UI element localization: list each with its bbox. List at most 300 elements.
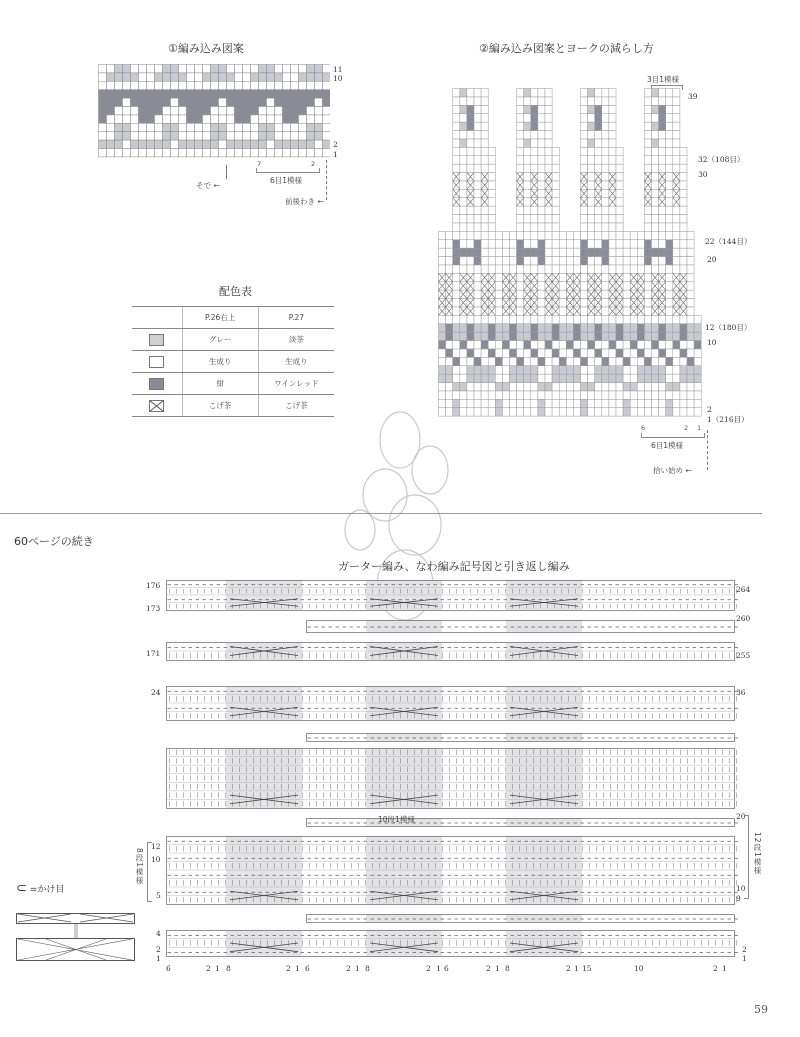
chart2-cell (659, 139, 666, 147)
chart2-cell (517, 332, 524, 340)
chart2-cell (474, 164, 481, 172)
chart2-cell (531, 114, 538, 122)
chart2-cell (623, 408, 630, 416)
chart2-cell (588, 332, 595, 340)
chart2-cell (481, 315, 488, 323)
chart2-cell (488, 173, 495, 181)
chart2-cell (474, 366, 481, 374)
chart2-cell (488, 181, 495, 189)
chart2-cell (680, 223, 687, 231)
chart2-cell (687, 399, 694, 407)
chart2-cell (460, 198, 467, 206)
chart1-cell (243, 65, 251, 73)
chart2-cell (673, 341, 680, 349)
chart2-cell (566, 374, 573, 382)
chart1-cell (123, 123, 131, 131)
chart1-cell (219, 81, 227, 89)
chart2-cell (481, 383, 488, 391)
chart2-cell (517, 341, 524, 349)
chart2-cell (573, 349, 580, 357)
chart2-cell (687, 391, 694, 399)
chart1-cell (323, 115, 331, 123)
chart2-cell (581, 383, 588, 391)
c2-stitch-6: 6 (641, 424, 646, 432)
chart2-cell (531, 366, 538, 374)
c1-arrow-left: そで ← (196, 181, 220, 190)
chart2-cell (439, 265, 446, 273)
chart2-cell (517, 290, 524, 298)
chart1-cell (259, 65, 267, 73)
chart2-cell (616, 257, 623, 265)
chart3-title: ガーター編み、なわ編み記号図と引き返し編み (338, 560, 570, 573)
chart2-cell (531, 231, 538, 239)
chart2-cell (666, 282, 673, 290)
chart2-cell (659, 156, 666, 164)
chart2-cell (616, 366, 623, 374)
chart2-cell (517, 97, 524, 105)
chart2-cell (581, 290, 588, 298)
chart1-cell (251, 149, 259, 157)
chart2-cell (538, 131, 545, 139)
chart2-cell (602, 290, 609, 298)
chart2-cell (545, 341, 552, 349)
chart1-cell (251, 65, 259, 73)
chart1-cell (99, 123, 107, 131)
chart2-cell (545, 105, 552, 113)
chart1-cell (283, 123, 291, 131)
chart2-cell (602, 164, 609, 172)
chart1-cell (243, 98, 251, 106)
chart2-cell (616, 156, 623, 164)
chart1-cell (131, 81, 139, 89)
chart2-cell (659, 408, 666, 416)
c1-repeat-label: 6目1模様 (270, 176, 303, 185)
chart2-cell (694, 357, 701, 365)
kake-legend-text: =かけ目 (29, 885, 65, 895)
chart2-cell (602, 357, 609, 365)
chart2-cell (566, 231, 573, 239)
chart1-cell (179, 73, 187, 81)
chart2-cell (524, 189, 531, 197)
chart2-cell (453, 156, 460, 164)
chart2-cell (609, 315, 616, 323)
c3-left-12: 12 (151, 842, 161, 851)
chart1-cell (195, 132, 203, 140)
chart2-cell (460, 391, 467, 399)
chart1-cell (187, 81, 195, 89)
chart1-cell (315, 132, 323, 140)
chart1-cell (259, 107, 267, 115)
chart2-cell (517, 399, 524, 407)
chart2-cell (673, 223, 680, 231)
chart2-cell (502, 265, 509, 273)
chart2-cell (531, 349, 538, 357)
chart2-cell (545, 408, 552, 416)
chart2-cell (581, 89, 588, 97)
chart2-cell (538, 265, 545, 273)
chart2-cell (474, 89, 481, 97)
chart2-cell (517, 383, 524, 391)
chart2-cell (602, 122, 609, 130)
chart1-cell (107, 123, 115, 131)
chart2-cell (595, 408, 602, 416)
chart3-shade (366, 748, 442, 808)
chart2-cell (630, 248, 637, 256)
chart1-cell (203, 81, 211, 89)
chart2-cell (616, 399, 623, 407)
chart2-cell (495, 273, 502, 281)
chart2-cell (474, 231, 481, 239)
chart2-cell (588, 366, 595, 374)
chart2-cell (659, 89, 666, 97)
chart2-cell (453, 139, 460, 147)
chart2-cell (460, 374, 467, 382)
chart1-cell (155, 65, 163, 73)
chart2-cell (545, 248, 552, 256)
chart2-cell (559, 357, 566, 365)
chart2-cell (481, 89, 488, 97)
chart2-cell (673, 131, 680, 139)
chart2-cell (488, 383, 495, 391)
chart2-cell (538, 181, 545, 189)
chart2-cell (552, 198, 559, 206)
chart1-cell (315, 115, 323, 123)
chart2-cell (673, 408, 680, 416)
chart2-cell (517, 223, 524, 231)
chart1-cell (131, 98, 139, 106)
chart1-cell (219, 140, 227, 148)
chart2-cell (531, 399, 538, 407)
chart1-cell (227, 81, 235, 89)
chart2-cell (602, 215, 609, 223)
chart2-cell (538, 299, 545, 307)
chart1-cell (315, 98, 323, 106)
chart2-cell (502, 248, 509, 256)
chart2-cell (453, 131, 460, 139)
chart2-cell (538, 374, 545, 382)
chart2-cell (644, 147, 651, 155)
chart2-cell (588, 374, 595, 382)
chart2-cell (474, 131, 481, 139)
chart1-cell (219, 65, 227, 73)
chart2-cell (531, 164, 538, 172)
chart1-cell (323, 140, 331, 148)
chart2-cell (474, 206, 481, 214)
chart1-cell (299, 123, 307, 131)
chart2-cell (659, 223, 666, 231)
chart2-cell (588, 147, 595, 155)
chart2-cell (573, 324, 580, 332)
chart2-cell (616, 173, 623, 181)
chart2-cell (552, 357, 559, 365)
chart1-cell (211, 81, 219, 89)
chart2-cell (673, 240, 680, 248)
chart1-cell (195, 90, 203, 98)
chart2-cell (495, 248, 502, 256)
chart2-cell (652, 366, 659, 374)
chart2-cell (559, 383, 566, 391)
legend-cell: 生成り (258, 351, 334, 373)
chart1-cell (235, 107, 243, 115)
chart1-cell (307, 73, 315, 81)
chart2-cell (538, 248, 545, 256)
chart2-cell (680, 189, 687, 197)
chart2-cell (439, 391, 446, 399)
chart2-cell (623, 282, 630, 290)
chart1-cell (299, 132, 307, 140)
chart1-cell (275, 65, 283, 73)
chart3-bottom-label: 6 (444, 964, 449, 973)
chart2-cell (623, 315, 630, 323)
chart1-cell (195, 149, 203, 157)
chart2-cell (694, 391, 701, 399)
chart2-cell (453, 257, 460, 265)
chart2-cell (495, 231, 502, 239)
chart2-cell (524, 374, 531, 382)
chart2-cell (630, 332, 637, 340)
chart2-cell (680, 315, 687, 323)
chart2-cell (531, 248, 538, 256)
chart2-cell (495, 341, 502, 349)
chart2-cell (467, 156, 474, 164)
chart1-cell (219, 149, 227, 157)
chart2-cell (595, 147, 602, 155)
chart2-cell (460, 215, 467, 223)
chart2-cell (531, 105, 538, 113)
chart1-cell (163, 132, 171, 140)
chart3-shade (506, 818, 582, 826)
chart2-cell (637, 366, 644, 374)
chart2-cell (595, 114, 602, 122)
chart2-cell (609, 248, 616, 256)
chart2-cell (538, 257, 545, 265)
chart2-cell (694, 349, 701, 357)
chart2-cell (644, 105, 651, 113)
chart2-cell (566, 341, 573, 349)
c2-row-10: 10 (707, 338, 717, 347)
chart2-cell (524, 399, 531, 407)
chart3-shade (366, 930, 442, 956)
chart2-cell (566, 315, 573, 323)
chart2-cell (602, 206, 609, 214)
chart2-cell (545, 399, 552, 407)
chart2-cell (510, 341, 517, 349)
chart2-cell (602, 156, 609, 164)
chart2-cell (581, 97, 588, 105)
chart1-cell (195, 98, 203, 106)
chart2-cell (538, 156, 545, 164)
chart2-cell (609, 156, 616, 164)
chart2-cell (566, 349, 573, 357)
chart2-cell (602, 265, 609, 273)
chart2-cell (460, 248, 467, 256)
chart2-cell (595, 315, 602, 323)
chart2-cell (566, 357, 573, 365)
c3-left-176: 176 (146, 581, 161, 590)
chart2-cell (644, 290, 651, 298)
chart1-cell (179, 65, 187, 73)
chart2-cell (673, 248, 680, 256)
chart2-cell (588, 341, 595, 349)
chart2-cell (666, 114, 673, 122)
chart1-cell (235, 81, 243, 89)
chart2-cell (659, 341, 666, 349)
chart2-cell (659, 315, 666, 323)
chart1-cell (131, 73, 139, 81)
chart3-grid (160, 578, 740, 963)
chart2-cell (623, 383, 630, 391)
chart2-cell (552, 391, 559, 399)
chart2-cell (673, 122, 680, 130)
chart1-cell (139, 123, 147, 131)
chart2-cell (545, 139, 552, 147)
chart2-cell (616, 341, 623, 349)
chart2-cell (460, 173, 467, 181)
c3-left-171: 171 (146, 649, 161, 658)
chart2-cell (559, 299, 566, 307)
chart2-cell (595, 122, 602, 130)
chart2-cell (623, 290, 630, 298)
chart2-cell (460, 97, 467, 105)
chart2-cell (630, 399, 637, 407)
chart2-cell (453, 273, 460, 281)
chart1-cell (259, 132, 267, 140)
chart1-cell (163, 107, 171, 115)
chart2-cell (666, 374, 673, 382)
chart2-cell (659, 131, 666, 139)
chart1-cell (163, 65, 171, 73)
chart1-cell (123, 132, 131, 140)
chart1-cell (307, 123, 315, 131)
chart2-cell (595, 131, 602, 139)
chart2-cell (652, 399, 659, 407)
chart1-cell (315, 149, 323, 157)
chart2-cell (502, 231, 509, 239)
chart2-cell (573, 257, 580, 265)
chart2-cell (439, 332, 446, 340)
chart1-cell (131, 65, 139, 73)
chart2-cell (588, 139, 595, 147)
c2-stitch-2: 2 (684, 424, 689, 432)
chart2-cell (666, 189, 673, 197)
chart2-cell (559, 349, 566, 357)
chart2-cell (474, 282, 481, 290)
chart2-cell (545, 366, 552, 374)
chart2-cell (644, 89, 651, 97)
chart2-cell (545, 131, 552, 139)
chart2-cell (559, 248, 566, 256)
chart2-cell (623, 248, 630, 256)
chart2-cell (595, 399, 602, 407)
chart2-cell (588, 131, 595, 139)
chart2-cell (467, 383, 474, 391)
chart2-cell (495, 299, 502, 307)
chart2-cell (453, 114, 460, 122)
chart2-cell (652, 114, 659, 122)
chart2-cell (573, 366, 580, 374)
chart2-cell (595, 215, 602, 223)
chart1-cell (259, 115, 267, 123)
chart2-cell (566, 399, 573, 407)
chart2-cell (616, 147, 623, 155)
chart1-cell (203, 98, 211, 106)
chart1-cell (187, 149, 195, 157)
chart2-cell (573, 383, 580, 391)
chart2-cell (460, 147, 467, 155)
chart1-cell (131, 132, 139, 140)
chart1-cell (275, 81, 283, 89)
chart2-cell (673, 383, 680, 391)
chart2-cell (552, 248, 559, 256)
chart2-cell (644, 366, 651, 374)
chart1-cell (179, 132, 187, 140)
chart2-cell (616, 315, 623, 323)
chart2-cell (666, 131, 673, 139)
chart2-cell (623, 332, 630, 340)
chart2-cell (481, 257, 488, 265)
chart2-cell (581, 131, 588, 139)
chart3-shade (506, 620, 582, 632)
chart1-cell (99, 107, 107, 115)
chart2-cell (460, 164, 467, 172)
chart2-cell (659, 366, 666, 374)
chart2-cell (588, 164, 595, 172)
chart2-cell (467, 315, 474, 323)
chart2-cell (481, 349, 488, 357)
chart1-cell (155, 98, 163, 106)
chart2-cell (616, 181, 623, 189)
chart1-cell (139, 73, 147, 81)
chart1-cell (155, 81, 163, 89)
chart1-cell (203, 90, 211, 98)
chart1-cell (259, 149, 267, 157)
chart2-cell (602, 315, 609, 323)
chart2-cell (581, 105, 588, 113)
chart2-cell (538, 349, 545, 357)
chart1-cell (179, 107, 187, 115)
chart1-cell (243, 123, 251, 131)
chart2-cell (630, 240, 637, 248)
chart2-cell (581, 324, 588, 332)
chart2-cell (467, 248, 474, 256)
chart2-cell (446, 257, 453, 265)
chart2-cell (623, 374, 630, 382)
chart1-cell (131, 123, 139, 131)
chart2-cell (531, 97, 538, 105)
chart1-cell (243, 149, 251, 157)
c1-repeat-bracket (256, 168, 320, 173)
chart1-cell (315, 81, 323, 89)
chart2-cell (517, 156, 524, 164)
chart2-cell (510, 391, 517, 399)
chart2-cell (524, 257, 531, 265)
chart2-cell (573, 265, 580, 273)
chart2-cell (588, 97, 595, 105)
chart1-cell (123, 98, 131, 106)
chart2-cell (694, 341, 701, 349)
chart2-cell (659, 215, 666, 223)
chart2-cell (659, 332, 666, 340)
chart1-cell (291, 90, 299, 98)
chart1-cell (243, 132, 251, 140)
chart1-cell (251, 123, 259, 131)
chart2-cell (481, 374, 488, 382)
chart2-cell (659, 257, 666, 265)
chart1-cell (115, 149, 123, 157)
chart2-cell (559, 408, 566, 416)
chart2-cell (602, 307, 609, 315)
legend-cell: 淡茶 (258, 329, 334, 351)
